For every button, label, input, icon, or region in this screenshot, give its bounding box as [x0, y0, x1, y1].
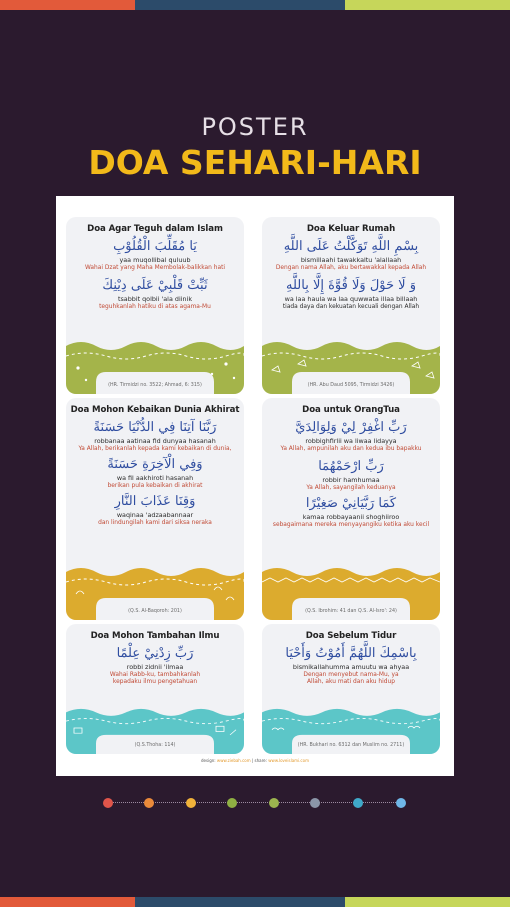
poster-title: DOA SEHARI-HARI	[88, 143, 422, 182]
latin-text: kamaa robbayaanii shoghiiroo	[302, 513, 400, 521]
dot-divider	[103, 797, 406, 809]
latin-text: robbir hamhumaa	[322, 476, 380, 484]
color-dot	[396, 798, 406, 808]
card-title: Doa Mohon Tambahan Ilmu	[90, 631, 220, 641]
latin-text: tsabbit qolbii 'ala diinik	[117, 295, 193, 303]
translation-text: dan lindungilah kami dari siksa neraka	[98, 520, 212, 526]
latin-text: wa laa haula wa laa quwwata illaa billaah	[284, 295, 418, 303]
reference-text: (HR. Bukhari no. 6312 dan Muslim no. 2711)	[297, 743, 405, 748]
latin-text: robbanaa aatinaa fid dunyaa hasanah	[94, 437, 216, 445]
card-title: Doa Sebelum Tidur	[305, 631, 397, 641]
credit-site-1[interactable]: www.ziebah.com	[216, 758, 251, 763]
credit-separator: | share:	[251, 758, 267, 763]
card-doa-tambahan-ilmu	[66, 624, 244, 754]
arabic-text: وَقِنَا عَذَابَ النَّارِ	[114, 494, 196, 509]
card-title: Doa Agar Teguh dalam Islam	[87, 224, 223, 234]
poster-subtitle: POSTER	[201, 113, 309, 141]
poster-sheet	[56, 196, 454, 776]
color-dot	[103, 798, 113, 808]
translation-text: Ya Allah, ampunilah aku dan kedua ibu bapakku	[280, 446, 422, 452]
arabic-text: رَبَّنَا آتِنَا فِي الدُّنْيَا حَسَنَةً	[93, 420, 217, 435]
translation-text: Wahai Rabb-ku, tambahkanlah kepadaku ilmu pengetahuan	[109, 672, 201, 685]
color-dot	[269, 798, 279, 808]
latin-text: bismillaahi tawakkaltu 'alallaah	[300, 256, 402, 264]
credit-label: design:	[201, 758, 216, 763]
translation-text: tiada daya dan kekuatan kecuali dengan Allah	[282, 304, 420, 310]
card-title: Doa Mohon Kebaikan Dunia Akhirat	[70, 405, 240, 415]
reference-text: (HR. Tirmidzi no. 3522; Ahmad, 6: 315)	[108, 383, 202, 388]
latin-text: robbi zidnii 'ilmaa	[126, 663, 184, 671]
latin-text: waqinaa 'adzaabannaar	[116, 511, 194, 519]
reference-text: (Q.S.Thoha: 114)	[134, 743, 176, 748]
arabic-text: وَفِي الْآخِرَةِ حَسَنَةً	[107, 457, 203, 472]
credit-site-2[interactable]: www.loveislami.com	[268, 758, 309, 763]
arabic-text: ثَبِّتْ قَلْبِيْ عَلَى دِيْنِكَ	[102, 278, 208, 293]
translation-text: berikan pula kebaikan di akhirat	[107, 483, 203, 489]
arabic-text: وَ لَا حَوْلَ وَلَا قُوَّةَ إِلَّا بِاللَّهِ	[286, 278, 416, 293]
color-dot	[353, 798, 363, 808]
reference-text: (Q.S. Al-Baqoroh: 201)	[128, 609, 182, 614]
card-title: Doa untuk OrangTua	[302, 405, 400, 415]
card-title: Doa Keluar Rumah	[306, 224, 396, 234]
arabic-text: رَبِّ اغْفِرْ لِيْ وَلِوَالِدَيَّ	[295, 420, 407, 435]
color-dot	[144, 798, 154, 808]
translation-text: teguhkanlah hatiku di atas agama-Mu	[99, 304, 211, 310]
arabic-text: يَا مُقَلِّبَ الْقُلُوْبِ	[113, 239, 197, 254]
latin-text: yaa muqollibal quluub	[119, 256, 191, 264]
arabic-text: بِاسْمِكَ اللَّهُمَّ أَمُوْتُ وَأَحْيَا	[285, 646, 417, 661]
bottom-color-stripe	[0, 897, 510, 907]
translation-text: Dengan menyebut nama-Mu, ya Allah, aku mati dan aku hidup	[303, 672, 399, 685]
latin-text: bismikallahumma amuutu wa ahyaa	[292, 663, 410, 671]
translation-text: Wahai Dzat yang Maha Membolak-balikkan hati	[84, 265, 226, 271]
arabic-text: بِسْمِ اللَّهِ تَوَكَّلْتُ عَلَى اللَّهِ	[283, 239, 419, 254]
latin-text: robbighfirlii wa liwaa lidayya	[305, 437, 397, 445]
translation-text: Dengan nama Allah, aku bertawakkal kepada Allah	[275, 265, 427, 271]
arabic-text: كَمَا رَبَّيَانِيْ صَغِيْرًا	[305, 496, 397, 511]
color-dot	[186, 798, 196, 808]
translation-text: sebagaimana mereka menyayangiku ketika aku kecil	[272, 522, 430, 528]
translation-text: Ya Allah, sayangilah keduanya	[306, 485, 396, 491]
card-doa-teguh-islam	[66, 217, 244, 394]
latin-text: wa fil aakhiroti hasanah	[116, 474, 194, 482]
design-credit	[56, 758, 454, 763]
poster-heading	[0, 113, 510, 182]
card-doa-orangtua	[262, 398, 440, 620]
arabic-text: رَبِّ ارْحَمْهُمَا	[318, 459, 384, 474]
card-doa-sebelum-tidur	[262, 624, 440, 754]
card-doa-keluar-rumah	[262, 217, 440, 394]
card-doa-kebaikan-dunia-akhirat	[66, 398, 244, 620]
top-color-stripe	[0, 0, 510, 10]
arabic-text: رَبِّ زِدْنِيْ عِلْمًا	[116, 646, 194, 661]
reference-text: (HR. Abu Daud 5095, Tirmidzi 3426)	[307, 383, 395, 388]
translation-text: Ya Allah, berikanlah kepada kami kebaikan di dunia,	[78, 446, 232, 452]
color-dot	[227, 798, 237, 808]
color-dot	[310, 798, 320, 808]
reference-text: (Q.S. Ibrohim: 41 dan Q.S. Al-Isro': 24)	[305, 609, 397, 614]
